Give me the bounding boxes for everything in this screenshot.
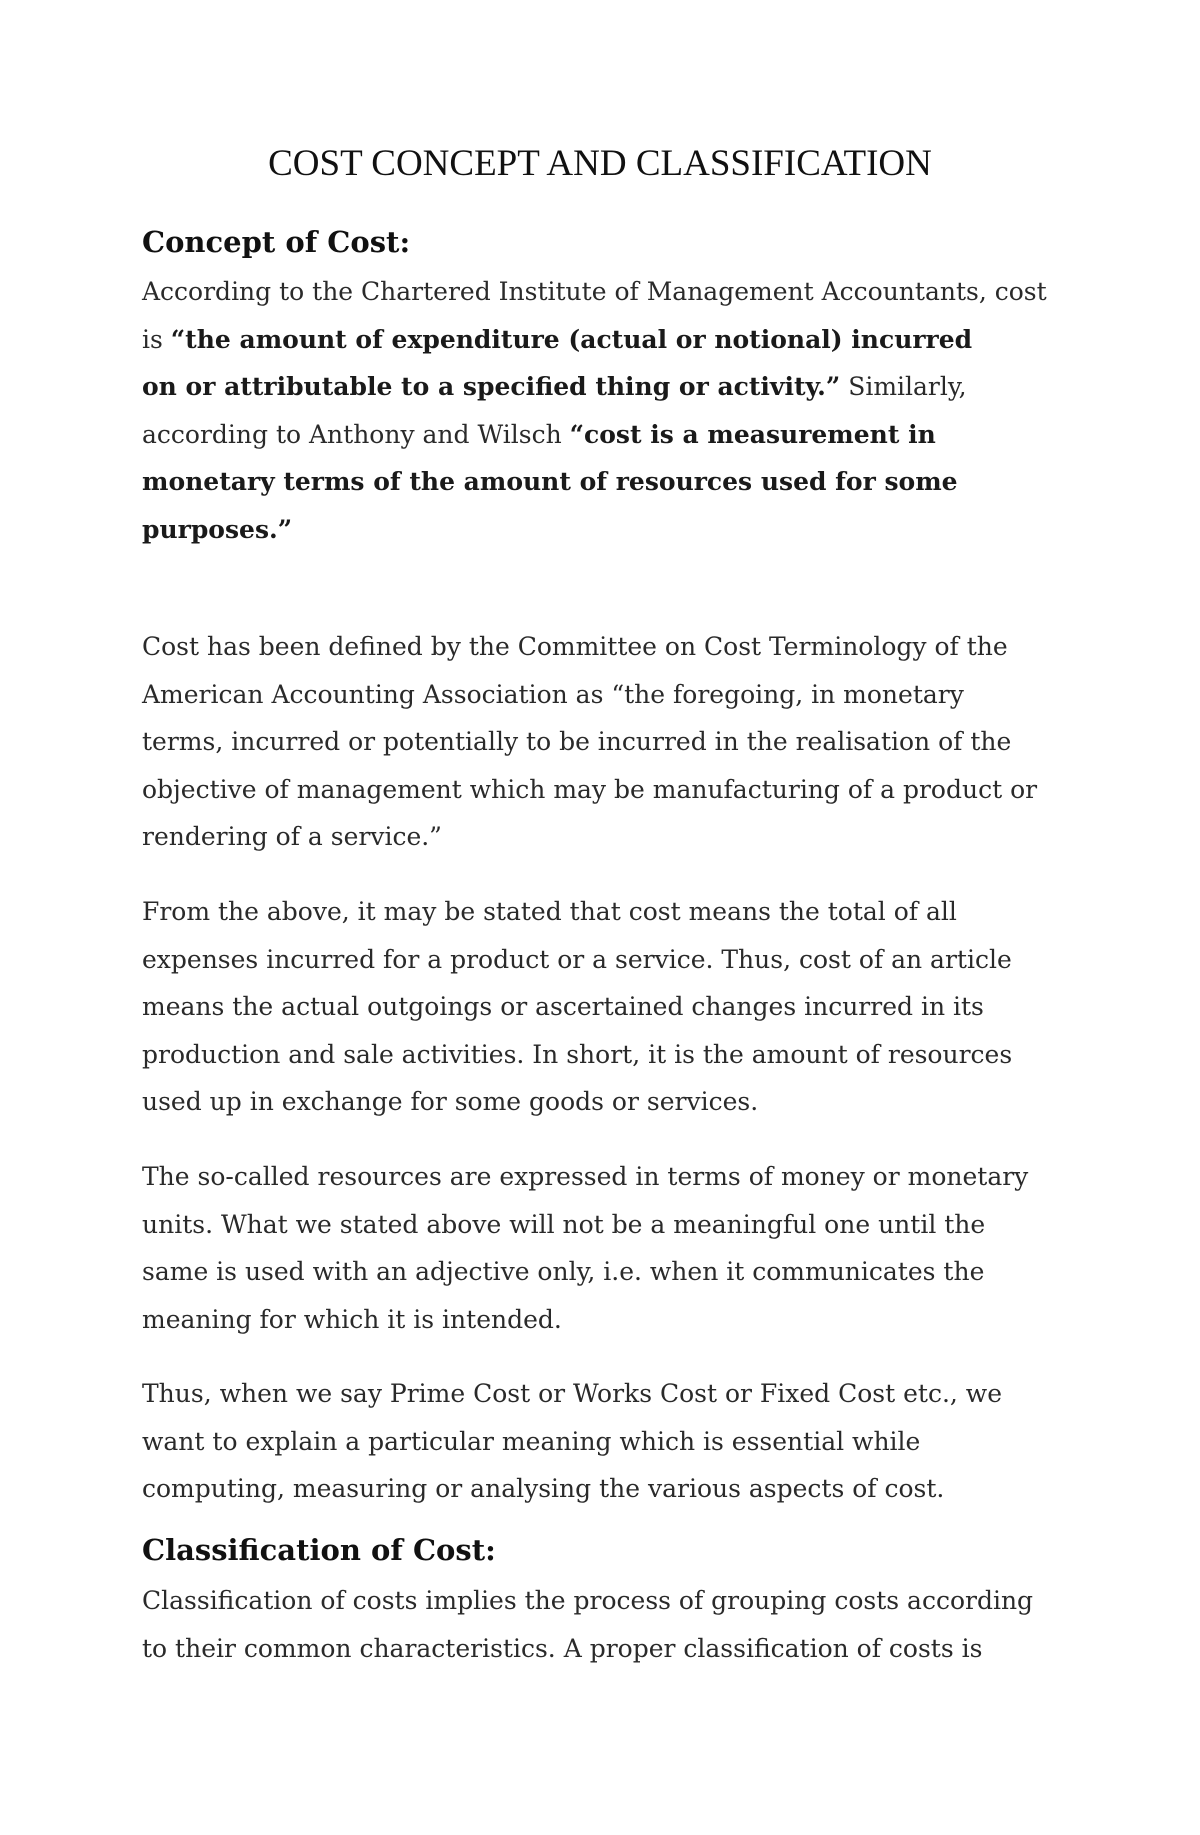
text-line: terms, incurred or potentially to be incurred in the realisation of the <box>142 727 1012 756</box>
text-line: Cost has been defined by the Committee on Cost Terminology of the <box>142 632 1008 661</box>
text-line: means the actual outgoings or ascertained changes incurred in its <box>142 992 984 1021</box>
bold-quote: “the amount of expenditure (actual or notional) incurred <box>170 324 973 354</box>
text-line <box>142 458 1072 506</box>
text-line: computing, measuring or analysing the various aspects of cost. <box>142 1474 945 1503</box>
text-line: units. What we stated above will not be a meaningful one until the <box>142 1209 986 1239</box>
paragraph-resources <box>142 1153 1072 1343</box>
bold-quote: “cost is a measurement in <box>569 419 936 449</box>
text-line: Thus, when we say Prime Cost or Works Cost or Fixed Cost etc., we <box>142 1379 1002 1408</box>
text-line: production and sale activities. In short, it is the amount of resources <box>142 1039 1013 1069</box>
text-line: used up in exchange for some goods or services. <box>142 1087 759 1116</box>
paragraph-cima-definition <box>142 268 1072 553</box>
document-title: COST CONCEPT AND CLASSIFICATION <box>268 143 932 184</box>
text-line: to their common characteristics. A proper classification of costs is <box>142 1633 983 1663</box>
text-line: The so-called resources are expressed in terms of money or monetary <box>142 1162 1029 1191</box>
bold-quote: purposes.” <box>142 514 293 544</box>
text-line: According to the Chartered Institute of Management Accountants, cost <box>142 277 1047 306</box>
text-line: is “the amount of expenditure (actual or notional) incurred <box>142 324 973 354</box>
text-line: From the above, it may be stated that cost means the total of all <box>142 897 957 926</box>
text-line: objective of management which may be manufacturing of a product or <box>142 774 1038 804</box>
text-line: meaning for which it is intended. <box>142 1304 562 1334</box>
section-heading-classification-of-cost: Classification of Cost: <box>142 1533 496 1567</box>
text-line: expenses incurred for a product or a service. Thus, cost of an article <box>142 944 1012 974</box>
paragraph-aaa-definition <box>142 623 1072 861</box>
text-line: Classification of costs implies the process of grouping costs according <box>142 1586 1034 1615</box>
paragraph-classification <box>142 1577 1072 1672</box>
section-heading-concept-of-cost: Concept of Cost: <box>142 225 411 259</box>
bold-quote: on or attributable to a specified thing or activity.” <box>142 372 841 401</box>
bold-quote: monetary terms of the amount of resources used for some <box>142 467 958 496</box>
text-line <box>142 506 1072 554</box>
text-line: want to explain a particular meaning which is essential while <box>142 1426 921 1456</box>
text-line: same is used with an adjective only, i.e. when it communicates the <box>142 1257 985 1286</box>
text-line: on or attributable to a specified thing or activity.” Similarly, <box>142 372 967 401</box>
paragraph-cost-meaning <box>142 888 1072 1126</box>
text-line: rendering of a service.” <box>142 822 442 851</box>
paragraph-prime-cost <box>142 1370 1072 1513</box>
text-line: American Accounting Association as “the foregoing, in monetary <box>142 679 964 709</box>
text-line: according to Anthony and Wilsch “cost is a measurement in <box>142 419 936 449</box>
